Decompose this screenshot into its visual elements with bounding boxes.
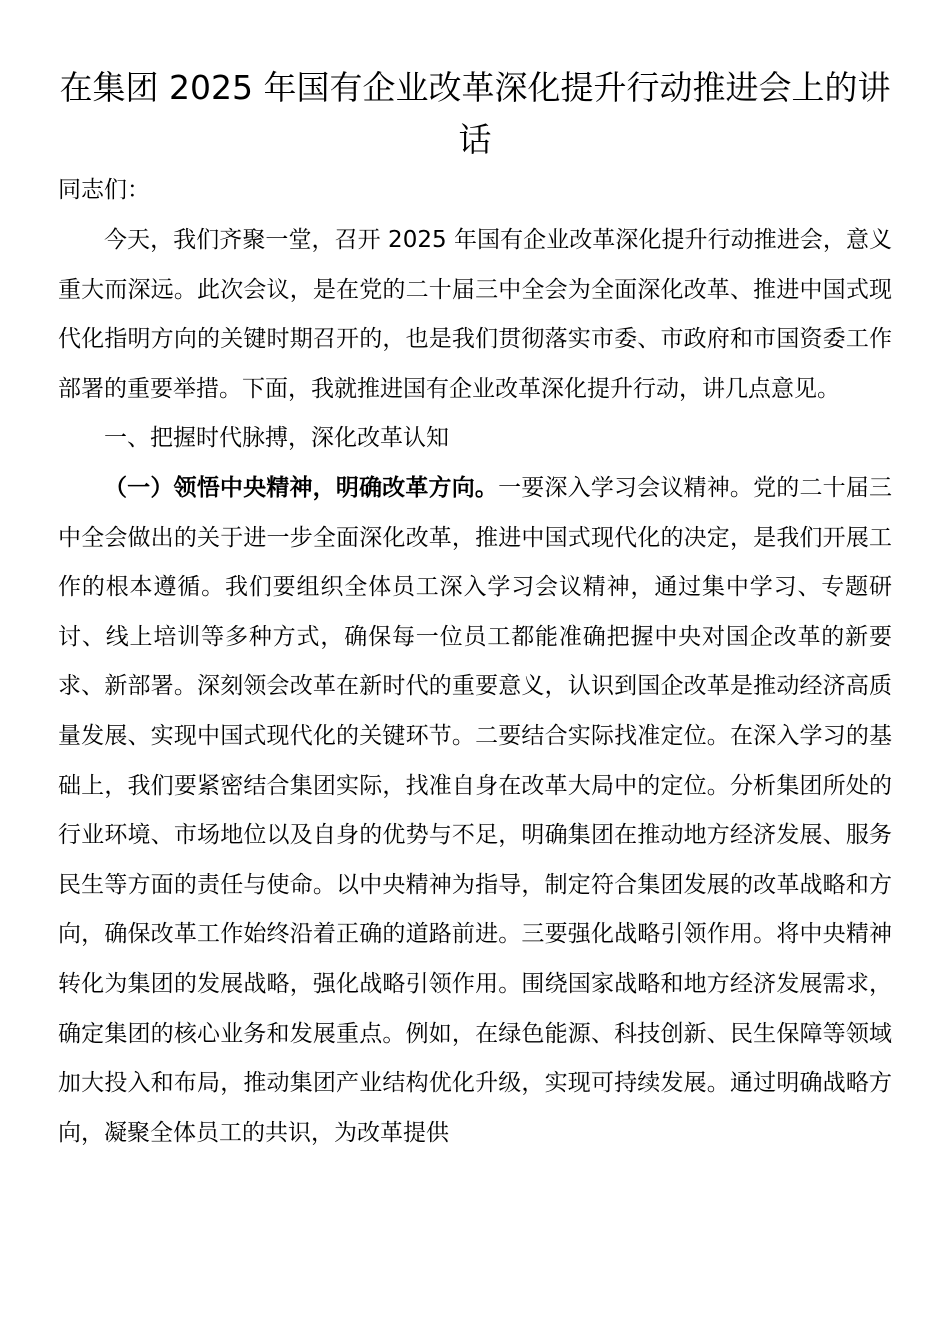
intro-paragraph: 今天，我们齐聚一堂，召开 2025 年国有企业改革深化提升行动推进会，意义重大而深远。此次会议，是在党的二十届三中全会为全面深化改革、推进中国式现代化指明方向的关键时期召开的，也是我们贯彻落实市委、市政府和市国资委工作部署的重要举措。下面，我就推进国有企业改革深化提升行动，讲几点意见。 xyxy=(58,227,892,402)
subsection-body: 一要深入学习会议精神。党的二十届三中全会做出的关于进一步全面深化改革，推进中国式现代化的决定，是我们开展工作的根本遵循。我们要组织全体员工深入学习会议精神，通过集中学习、专题研讨、线上培训等多种方式，确保每一位员工都能准确把握中央对国企改革的新要求、新部署。深刻领会改革在新时代的重要意义，认识到国企改革是推动经济高质量发展、实现中国式现代化的关键环节。二要结合实际找准定位。在深入学习的基础上，我们要紧密结合集团实际，找准自身在改革大局中的定位。分析集团所处的行业环境、市场地位以及自身的优势与不足，明确集团在推动地方经济发展、服务民生等方面的责任与使命。以中央精神为指导，制定符合集团发展的改革战略和方向，确保改革工作始终沿着正确的道路前进。三要强化战略引领作用。将中央精神转化为集团的发展战略，强化战略引领作用。围绕国家战略和地方经济发展需求，确定集团的核心业务和发展重点。例如，在绿色能源、科技创新、民生保障等领域加大投入和布局，推动集团产业结构优化升级，实现可持续发展。通过明确战略方向，凝聚全体员工的共识，为改革提供 xyxy=(58,474,893,1146)
section-heading: 一、把握时代脉搏，深化改革认知 xyxy=(104,425,449,452)
document-title: 在集团 2025 年国有企业改革深化提升行动推进会上的讲话 xyxy=(59,68,891,159)
salutation: 同志们： xyxy=(58,177,150,203)
subsection-title: （一）领悟中央精神，明确改革方向。 xyxy=(104,474,499,501)
body-paragraph xyxy=(58,464,892,1158)
